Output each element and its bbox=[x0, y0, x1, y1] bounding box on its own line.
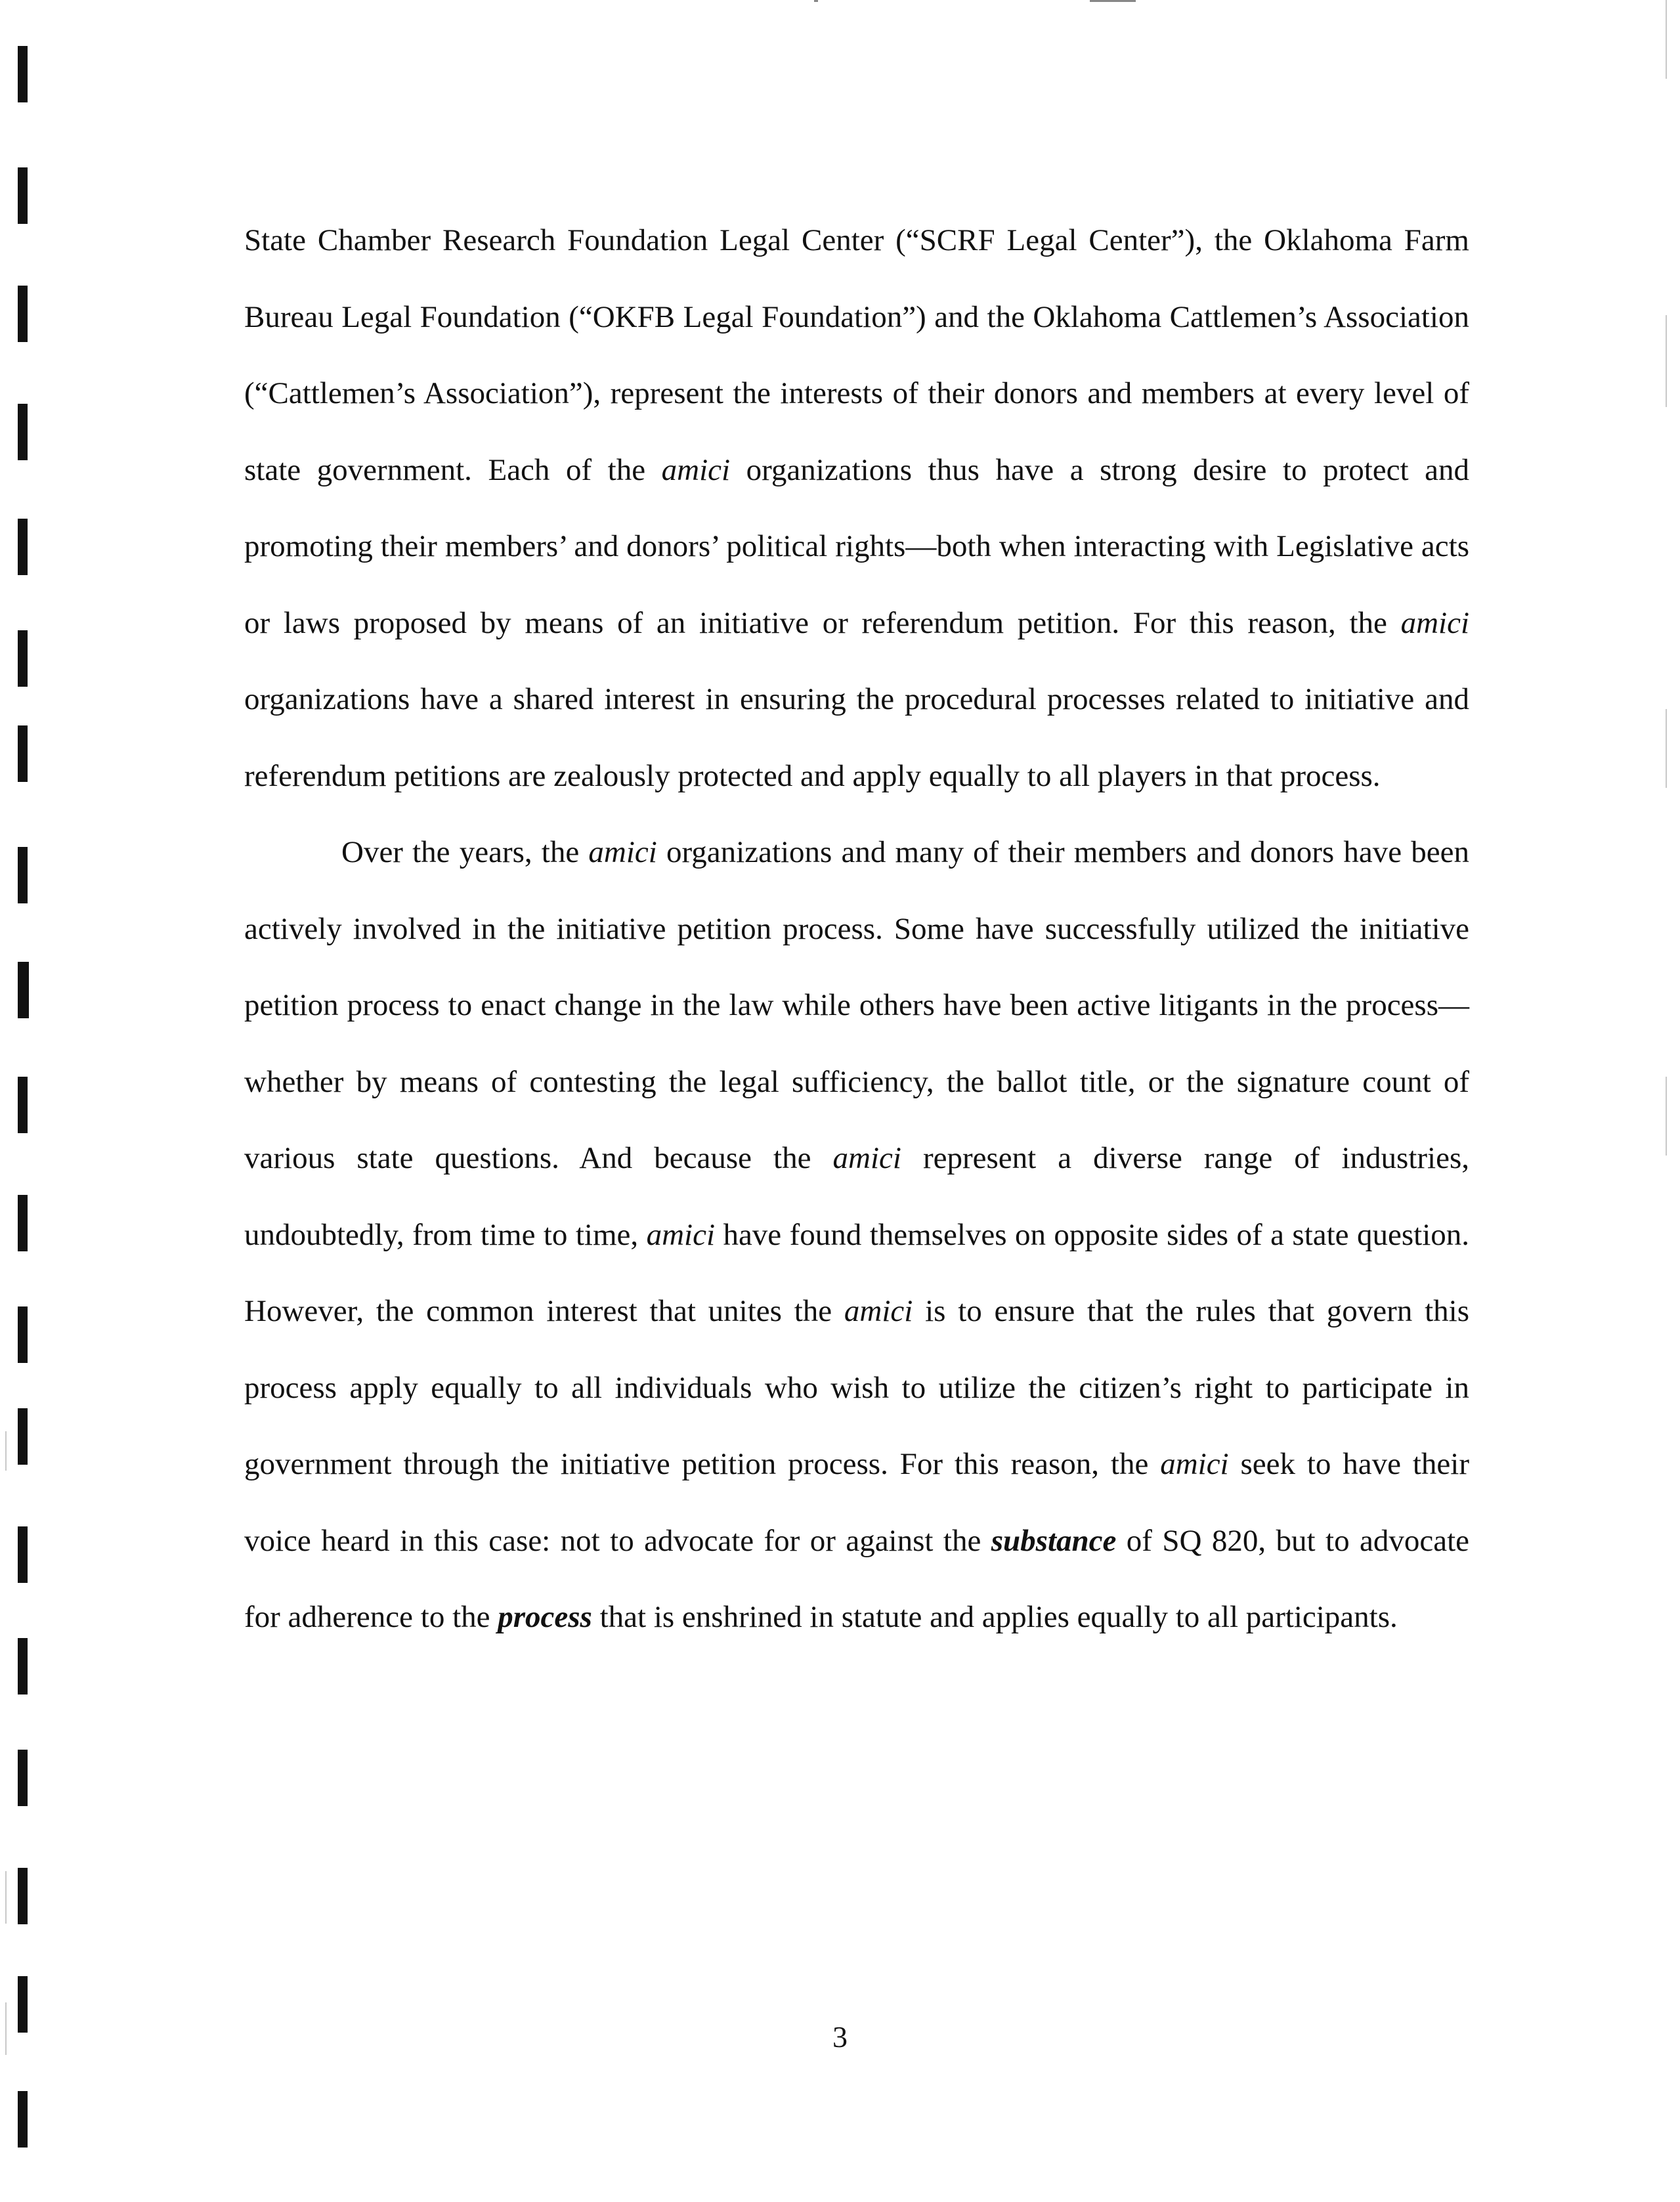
scan-artifact bbox=[1666, 709, 1667, 788]
binder-mark bbox=[18, 630, 28, 687]
paragraph-1 bbox=[244, 202, 1469, 814]
binder-mark bbox=[18, 46, 28, 102]
amici-term: amici bbox=[661, 452, 731, 487]
amici-term: amici bbox=[832, 1141, 901, 1175]
paragraph-2-text-d: have found themselves on opposite sides of a state question. However, the common interest that unites the bbox=[244, 1217, 1469, 1328]
paragraph-1-text-c: organizations have a shared interest in ensuring the procedural processes related to initiative and referendum petitions are zealously protected and apply equally to all players in that process. bbox=[244, 682, 1469, 793]
amici-term: amici bbox=[1400, 605, 1469, 640]
paragraph-2-text-e: is to ensure that the rules that govern this process apply equally to all individuals who wish to utilize the citizen’s right to participate in government through the initiative petition process. For this reason, the bbox=[244, 1294, 1469, 1481]
paragraph-2-text-f: seek to have their voice heard in this case: not to advocate for or against the bbox=[244, 1447, 1469, 1558]
paragraph-2-text-b: organizations and many of their members and donors have been actively involved in the initiative petition process. Some have successfully utilized the initiative petition process to enact change in the law while others have been active litigants in the process—whether by means of contesting the legal sufficiency, the ballot title, or the signature count of various state questions. And because the bbox=[244, 835, 1469, 1175]
substance-emphasis: substance bbox=[991, 1523, 1117, 1558]
document-body bbox=[244, 202, 1469, 1656]
amici-term: amici bbox=[588, 835, 657, 869]
scan-artifact bbox=[1666, 0, 1667, 79]
binder-mark bbox=[18, 1750, 28, 1806]
process-emphasis: process bbox=[498, 1600, 592, 1634]
paragraph-2-text-a: Over the years, the bbox=[341, 835, 589, 869]
binder-mark bbox=[18, 1638, 28, 1695]
paragraph-2-text-c: represent a diverse range of industries, undoubtedly, from time to time, bbox=[244, 1141, 1469, 1252]
scan-artifact bbox=[814, 0, 818, 2]
paragraph-2-text-g: of SQ 820, but to advocate for adherence to the bbox=[244, 1523, 1470, 1634]
binder-mark bbox=[18, 1408, 28, 1465]
binder-mark bbox=[18, 1526, 28, 1583]
binder-mark bbox=[18, 847, 28, 903]
binder-mark bbox=[18, 962, 29, 1018]
paragraph-1-text-a: State Chamber Research Foundation Legal Center (“SCRF Legal Center”), the Oklahoma Farm Bureau Legal Foundation (“OKFB Legal Foundation”) and the Oklahoma Cattlemen’s Association (“Cattlemen’s Association”), represent the interests of their donors and members at every level of state government. Each of the bbox=[244, 223, 1469, 487]
scan-artifact bbox=[1666, 1077, 1667, 1155]
scan-artifact bbox=[5, 1871, 7, 1924]
page-number: 3 bbox=[832, 2020, 848, 2054]
binder-mark bbox=[18, 1306, 28, 1363]
binder-mark bbox=[18, 167, 28, 224]
paragraph-2 bbox=[244, 814, 1469, 1656]
binder-mark bbox=[18, 725, 28, 782]
binder-mark bbox=[18, 1195, 28, 1251]
amici-term: amici bbox=[1160, 1447, 1229, 1481]
binder-mark bbox=[18, 404, 28, 460]
scan-artifact bbox=[1666, 315, 1667, 407]
binder-mark bbox=[18, 286, 28, 342]
paragraph-1-text-b: organizations thus have a strong desire to protect and promoting their members’ and donors’ political rights—both when interacting with Legislative acts or laws proposed by means of an initiative or referendum petition. For this reason, the bbox=[244, 452, 1469, 640]
binder-mark bbox=[18, 1868, 28, 1924]
binder-mark bbox=[18, 519, 28, 575]
binder-mark bbox=[18, 1077, 28, 1133]
scan-artifact bbox=[5, 1431, 7, 1471]
paragraph-2-text-h: that is enshrined in statute and applies equally to all participants. bbox=[592, 1600, 1398, 1634]
amici-term: amici bbox=[844, 1294, 913, 1328]
scan-artifact bbox=[1090, 0, 1136, 2]
binder-mark bbox=[18, 2091, 28, 2148]
amici-term: amici bbox=[646, 1217, 716, 1252]
